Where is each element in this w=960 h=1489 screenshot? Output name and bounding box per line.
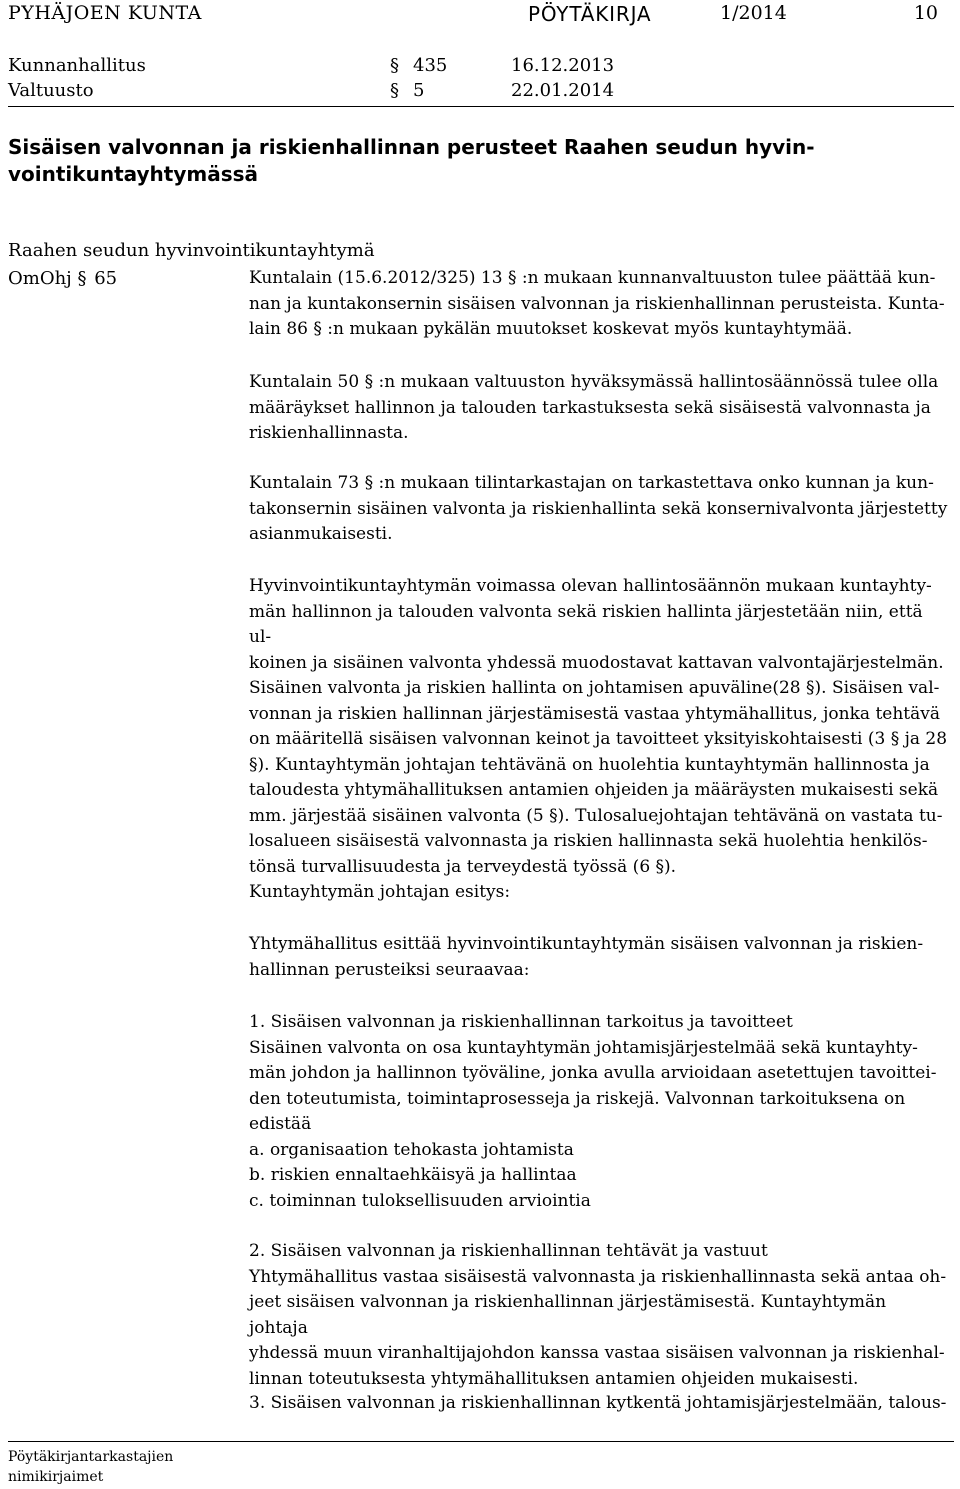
numbered-section: 3. Sisäisen valvonnan ja riskienhallinnan kytkentä johtamisjärjestelmään, talous-: [249, 1393, 947, 1413]
body-column: [249, 574, 949, 880]
document-title: Sisäisen valvonnan ja riskienhallinnan perusteet Raahen seudun hyvin- vointikuntayhtymässä: [8, 135, 815, 186]
meeting-body: Kunnanhallitus: [8, 55, 146, 76]
paragraph: Kuntalain (15.6.2012/325) 13 § :n mukaan kunnanvaltuuston tulee päättää kun- nan ja kuntakonsernin sisäisen valvonnan ja riskienhallinnan perusteista. Kunta- lain 86 § :n mukaan pykälän muutokset koskevat myös kuntayhtymää.: [249, 268, 945, 339]
body-column: [249, 1010, 949, 1214]
body-column: [249, 370, 949, 447]
meeting-row: [8, 55, 708, 81]
meeting-date: 16.12.2013: [511, 55, 615, 76]
footer-initials-label: Pöytäkirjantarkastajien nimikirjaimet: [8, 1449, 174, 1485]
section-number: 5: [413, 80, 425, 101]
section-sign: §: [77, 268, 87, 289]
organization-name: Raahen seudun hyvinvointikuntayhtymä: [8, 240, 375, 261]
section-sign: §: [390, 55, 399, 76]
body-column: [249, 471, 949, 548]
issue-number: 1/2014: [720, 2, 787, 24]
meeting-row: [8, 80, 708, 106]
body-column: [249, 1239, 949, 1392]
meeting-body: Valtuusto: [8, 80, 94, 101]
numbered-section: 1. Sisäisen valvonnan ja riskienhallinnan tarkoitus ja tavoitteet Sisäinen valvonta on osa kuntayhtymän johtamisjärjestelmää sekä kuntayhty- män johdon ja hallinnon työväline, jonka avulla arvioidaan asetettujen tavoittei- den toteutumista, toimintaprosesseja ja riskejä. Valvonnan tarkoituksena on edistää a. organisaation tehokasta johtamista b. riskien ennaltaehkäisyä ja hallintaa c. toiminnan tuloksellisuuden arviointia: [249, 1012, 937, 1211]
page-header: [8, 2, 952, 30]
page-number: 10: [913, 2, 938, 24]
municipality-name: PYHÄJOEN KUNTA: [8, 2, 202, 24]
footer-divider: [8, 1441, 954, 1442]
reference-number: 65: [94, 268, 118, 289]
header-divider: [8, 106, 954, 107]
body-column: [249, 932, 949, 983]
body-column: [249, 880, 949, 906]
paragraph: Hyvinvointikuntayhtymän voimassa olevan hallintosäännön mukaan kuntayhty- män hallinnon ja talouden valvonta sekä riskien hallinta järjestetään niin, että ul- koinen ja sisäinen valvonta yhdessä muodostavat kattavan valvontajärjestelmän. Sisäinen valvonta ja riskien hallinta on johtamisen apuväline(28 §). Sisäisen val- vonnan ja riskien hallinnan järjestämisestä vastaa yhtymähallitus, jonka tehtävä on määritellä sisäisen valvonnan keinot ja tavoitteet yksityiskohtaisesti (3 § ja 28 §). Kuntayhtymän johtajan tehtävänä on huolehtia kuntayhtymän hallinnosta ja taloudesta yhtymähallituksen antamien ohjeiden ja määräysten mukaisesti sekä mm. järjestää sisäinen valvonta (5 §). Tulosaluejohtajan tehtävänä on vastata tu- losalueen sisäisestä valvonnasta ja riskien hallinnasta sekä huolehtia henkilös- tönsä turvallisuudesta ja terveydestä työssä (6 §).: [249, 576, 948, 877]
section-sign: §: [390, 80, 399, 101]
reference-label: [8, 268, 117, 289]
document-type: PÖYTÄKIRJA: [528, 2, 652, 26]
proposal-heading: Kuntayhtymän johtajan esitys:: [249, 882, 511, 902]
paragraph: Kuntalain 73 § :n mukaan tilintarkastajan on tarkastettava onko kunnan ja kun- takonsernin sisäinen valvonta ja riskienhallinta sekä konsernivalvonta järjestetty asianmukaisesti.: [249, 473, 948, 544]
body-column: [249, 266, 949, 343]
paragraph: Kuntalain 50 § :n mukaan valtuuston hyväksymässä hallintosäännössä tulee olla määräykset hallinnon ja talouden tarkastuksesta sekä sisäisestä valvonnasta ja riskienhallinnasta.: [249, 372, 939, 443]
meeting-date: 22.01.2014: [511, 80, 615, 101]
section-number: 435: [413, 55, 448, 76]
body-column: [249, 1391, 949, 1417]
numbered-section: 2. Sisäisen valvonnan ja riskienhallinnan tehtävät ja vastuut Yhtymähallitus vastaa sisäisestä valvonnasta ja riskienhallinnasta sekä antaa oh- jeet sisäisen valvonnan ja riskienhallinnan järjestämisestä. Kuntayhtymän johtaja yhdessä muun viranhaltijajohdon kanssa vastaa sisäisen valvonnan ja riskienhal- linnan toteutuksesta yhtymähallituksen antamien ohjeiden mukaisesti.: [249, 1241, 947, 1389]
paragraph: Yhtymähallitus esittää hyvinvointikuntayhtymän sisäisen valvonnan ja riskien- hallinnan perusteiksi seuraavaa:: [249, 934, 924, 980]
reference-body: OmOhj: [8, 268, 72, 289]
